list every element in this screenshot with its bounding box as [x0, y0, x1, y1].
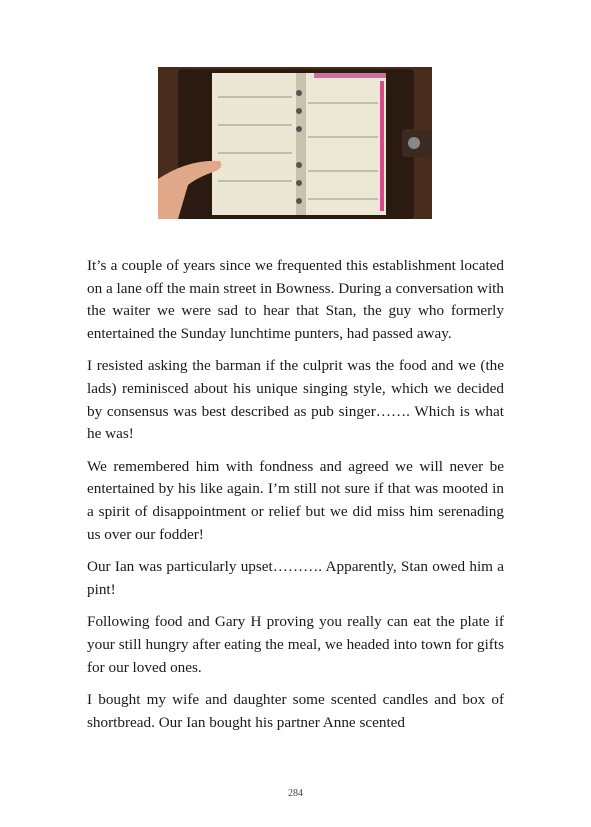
paragraph: I bought my wife and daughter some scented candles and box of shortbread. Our Ian bought his partner Anne scented [87, 691, 504, 731]
body-text [87, 255, 504, 744]
paragraph: It’s a couple of years since we frequented this establishment located on a lane off the main street in Bowness. During a conversation with the waiter we were sad to hear that Stan, the guy who formerly entertained the Sunday lunchtime punters, had passed away. [87, 257, 504, 342]
paragraph: Our Ian was particularly upset………. Apparently, Stan owed him a pint! [87, 558, 504, 598]
organizer-photo [158, 67, 432, 219]
page-number: 284 [288, 788, 303, 799]
paragraph: I resisted asking the barman if the culprit was the food and we (the lads) reminisced about his unique singing style, which we decided by consensus was best described as pub singer……. Which is what he was! [87, 357, 504, 443]
paragraph: We remembered him with fondness and agreed we will never be entertained by his like again. I’m still not sure if that was mooted in a spirit of disappointment or relief but we did miss him serenading us over our fodder! [87, 457, 504, 543]
paragraph: Following food and Gary H proving you really can eat the plate if your still hungry after eating the meal, we headed into town for gifts for our loved ones. [87, 613, 504, 676]
